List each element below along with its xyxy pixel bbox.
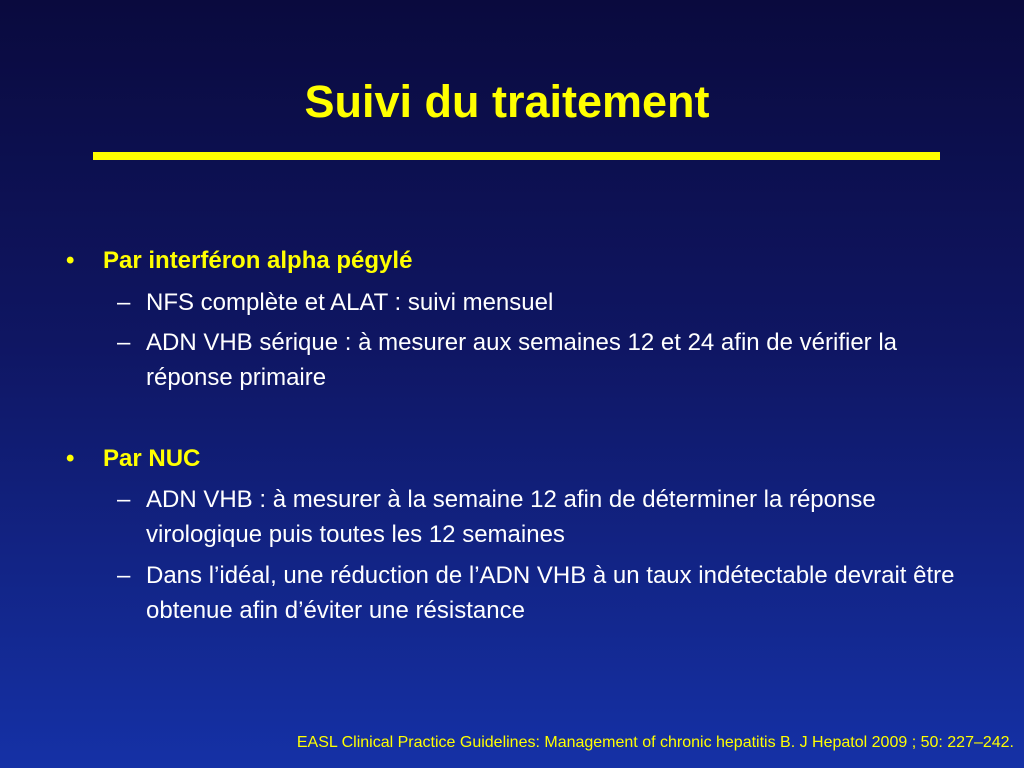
bullet-marker: • [66, 445, 75, 472]
sub-item-text: NFS complète et ALAT : suivi mensuel [146, 289, 554, 316]
dash-marker: – [117, 289, 131, 316]
sub-item-text: ADN VHB sérique : à mesurer aux semaines 12 et 24 afin de vérifier la réponse primaire [146, 329, 898, 391]
sub-item-text: Dans l’idéal, une réduction de l’ADN VHB à un taux indétectable devrait être obtenue afin d’éviter une résistance [146, 562, 955, 624]
bullet-label: Par interféron alpha pégylé [103, 247, 413, 274]
slide-title: Suivi du traitement [304, 76, 710, 127]
dash-marker: – [117, 562, 131, 589]
citation-reference: EASL Clinical Practice Guidelines: Management of chronic hepatitis B. J Hepatol 2009 ; 50: 227–242. [296, 734, 1014, 751]
bullet-marker: • [66, 247, 75, 274]
sub-item-text: ADN VHB : à mesurer à la semaine 12 afin de déterminer la réponse virologique puis toutes les 12 semaines [146, 486, 876, 548]
bullet-label: Par NUC [103, 445, 201, 472]
dash-marker: – [117, 486, 131, 513]
dash-marker: – [117, 329, 131, 356]
